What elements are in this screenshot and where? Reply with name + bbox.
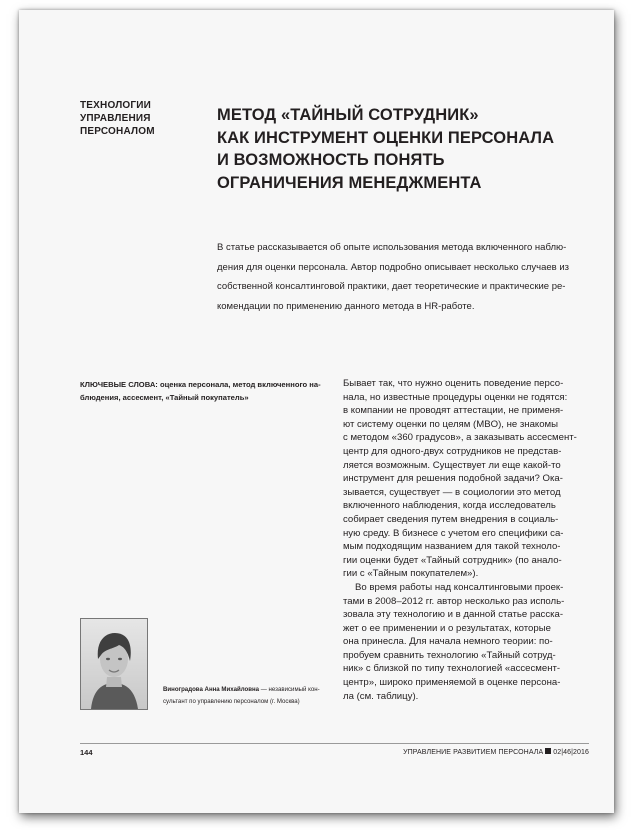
article-abstract — [217, 238, 587, 316]
keywords-block — [80, 379, 335, 404]
body-line: в компании не проводят аттестации, не применя- — [343, 405, 564, 417]
author-name: Виноградова Анна Михайловна — [163, 686, 260, 693]
abstract-line: комендации по применению данного метода в HR-работе. — [217, 300, 475, 312]
abstract-line: дения для оценки персонала. Автор подробно описывает несколько случаев из — [217, 261, 570, 273]
journal-name: УПРАВЛЕНИЕ РАЗВИТИЕМ ПЕРСОНАЛА — [403, 749, 544, 756]
author-role: — независимый кон- — [259, 686, 320, 693]
body-line: Во время работы над консалтинговыми проек- — [355, 581, 564, 593]
section-label — [80, 99, 190, 138]
body-line: гии оценки будет «Тайный сотрудник» (по анало- — [343, 554, 562, 566]
body-line: ник» с близкой по типу технологией «ассесмент- — [343, 663, 561, 675]
keywords-text: блюдения, ассесмент, «Тайный покупатель» — [80, 392, 249, 402]
section-label-line: ПЕРСОНАЛОМ — [80, 126, 155, 137]
body-line: ют систему оценки по целям (MBO), не знакомы — [343, 418, 559, 430]
body-line: центр для одного-двух сотрудников не представ- — [343, 445, 562, 457]
body-line: нала, но известные процедуры оценки не годятся: — [343, 391, 568, 403]
body-line: зывается, существует — в социологии это метод — [343, 486, 561, 498]
author-caption-line: сультант по управлению персоналом (г. Москва) — [163, 697, 300, 705]
body-line: жет о ее применении и о результатах, которые — [343, 622, 551, 634]
body-line: тами в 2008–2012 гг. автор несколько раз исполь- — [343, 595, 565, 607]
article-title — [217, 104, 607, 194]
body-line: включенного наблюдения, когда исследователь — [343, 500, 556, 512]
author-caption — [163, 684, 363, 707]
section-label-line: УПРАВЛЕНИЯ — [80, 113, 151, 124]
article-body — [343, 377, 588, 703]
title-line: МЕТОД «ТАЙНЫЙ СОТРУДНИК» — [217, 106, 479, 124]
body-line: инструмент для решения подобной задачи? Ока- — [343, 473, 563, 485]
page-number: 144 — [80, 748, 93, 757]
title-line: КАК ИНСТРУМЕНТ ОЦЕНКИ ПЕРСОНАЛА — [217, 128, 555, 147]
abstract-line: В статье рассказывается об опыте использования метода включенного наблю- — [217, 242, 567, 253]
body-line: Бывает так, что нужно оценить поведение персо- — [343, 378, 564, 389]
body-line: она принесла. Для начала немного теории: по- — [343, 636, 553, 648]
keywords-line — [80, 392, 335, 405]
author-photo — [80, 618, 148, 710]
body-line: собирает сведения путем внедрения в социаль- — [343, 513, 559, 525]
body-line: ляется возможным. Существует ли еще какой-то — [343, 459, 561, 471]
journal-issue: 02|46|2016 — [553, 749, 589, 756]
footer-divider — [80, 743, 589, 744]
square-bullet-icon — [545, 748, 551, 754]
title-line: ОГРАНИЧЕНИЯ МЕНЕДЖМЕНТА — [217, 173, 482, 192]
keywords-line — [80, 379, 335, 392]
body-line: пробуем сравнить технологию «Тайный сотруд- — [343, 649, 556, 661]
section-label-line: ТЕХНОЛОГИИ — [80, 100, 152, 111]
author-caption-line — [163, 684, 363, 696]
journal-footer — [389, 748, 589, 756]
keywords-text: оценка персонала, метод включенного на- — [159, 380, 321, 389]
body-line: с методом «360 градусов», а заказывать ассесмент- — [343, 432, 577, 444]
body-line: ную среду. В бизнесе с учетом его специфики са- — [343, 527, 564, 539]
body-line: зовала эту технологию и в данной статье расска- — [343, 609, 564, 621]
keywords-label: КЛЮЧЕВЫЕ СЛОВА: — [80, 380, 158, 389]
body-line: гии с «Тайным покупателем»). — [343, 568, 479, 580]
title-line: И ВОЗМОЖНОСТЬ ПОНЯТЬ — [217, 151, 445, 169]
body-line: мым подходящим названием для такой техноло- — [343, 541, 561, 553]
body-line: центр», широко применяемой в оценке персона- — [343, 677, 561, 689]
body-line: ла (см. таблицу). — [343, 690, 419, 702]
abstract-line: собственной консалтинговой практики, дает теоретические и практические ре- — [217, 281, 566, 292]
author-portrait-icon — [81, 619, 147, 709]
